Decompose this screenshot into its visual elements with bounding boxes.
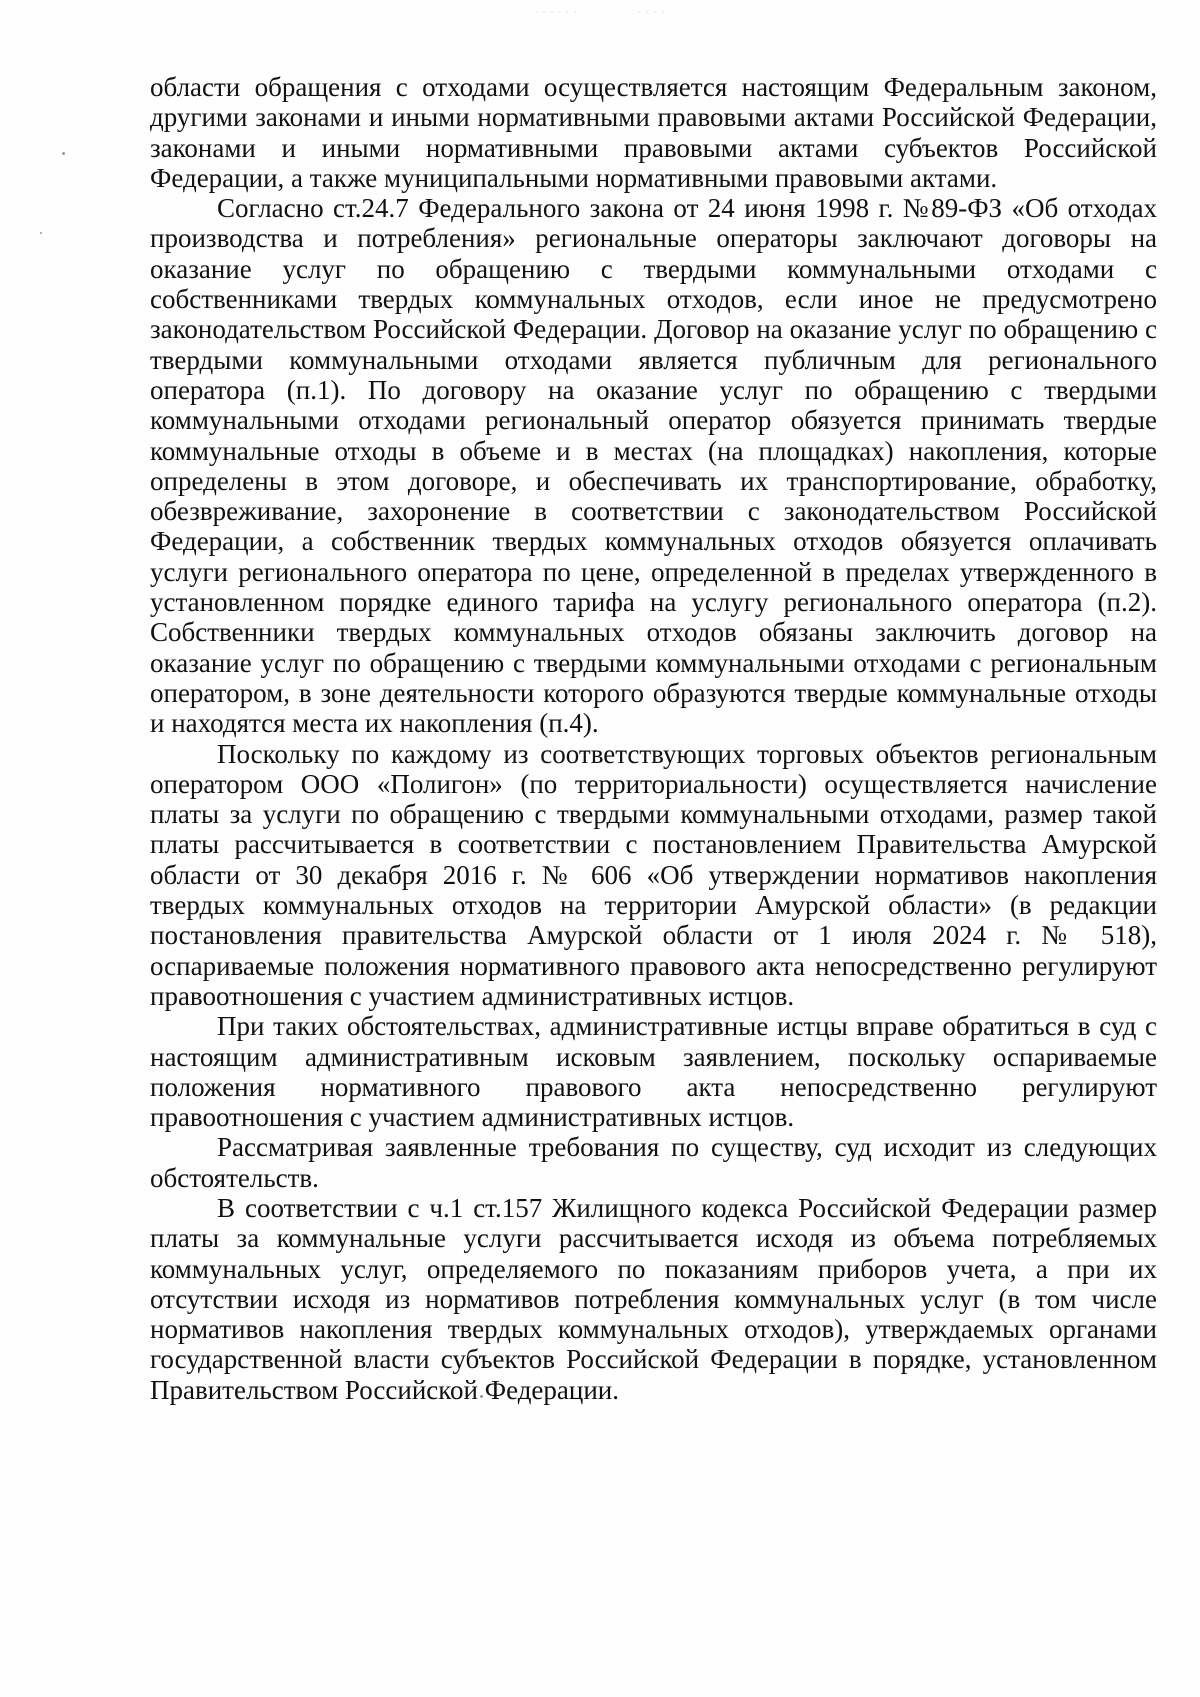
paragraph-3: Поскольку по каждому из соответствующих торговых объектов региональным оператором ООО «Полигон» (по территориальности) осуществляется начисление платы за услуги по обращению с твердыми коммунальными отходами, размер такой платы рассчитывается в соответствии с постановлением Правительства Амурской области от 30 декабря 2016 г. № 606 «Об утверждении нормативов накопления твердых коммунальных отходов на территории Амурской области» (в редакции постановления правительства Амурской области от 1 июля 2024 г. № 518), оспариваемые положения нормативного правового акта непосредственно регулируют правоотношения с участием административных истцов. [150,738,1157,1011]
paragraph-1: области обращения с отходами осуществляется настоящим Федеральным законом, другими законами и иными нормативными правовыми актами Российской Федерации, законами и иными нормативными правовыми актами субъектов Российской Федерации, а также муниципальными нормативными правовыми актами. [150,72,1157,193]
paragraph-6: В соответствии с ч.1 ст.157 Жилищного кодекса Российской Федерации размер платы за коммунальные услуги рассчитывается исходя из объема потребляемых коммунальных услуг, определяемого по показаниям приборов учета, а при их отсутствии исходя из нормативов потребления коммунальных услуг (в том числе нормативов накопления твердых коммунальных отходов), утверждаемых органами государственной власти субъектов Российской Федерации в порядке, установленном Правительством Российской Федерации. [150,1192,1157,1405]
scan-speck [62,152,65,155]
paragraph-2: Согласно ст.24.7 Федерального закона от 24 июня 1998 г. №89-ФЗ «Об отходах производства и потребления» региональные операторы заключают договоры на оказание услуг по обращению с твердыми коммунальными отходами с собственниками твердых коммунальных отходов, если иное не предусмотрено законодательством Российской Федерации. Договор на оказание услуг по обращению с твердыми коммунальными отходами является публичным для регионального оператора (п.1). По договору на оказание услуг по обращению с твердыми коммунальными отходами региональный оператор обязуется принимать твердые коммунальные отходы в объеме и в местах (на площадках) накопления, которые определены в этом договоре, и обеспечивать их транспортирование, обработку, обезвреживание, захоронение в соответствии с законодательством Российской Федерации, а собственник твердых коммунальных отходов обязуется оплачивать услуги регионального оператора по цене, определенной в пределах утвержденного в установленном порядке единого тарифа на услугу регионального оператора (п.2). Собственники твердых коммунальных отходов обязаны заключить договор на оказание услуг по обращению с твердыми коммунальными отходами с региональным оператором, в зоне деятельности которого образуются твердые коммунальные отходы и находятся места их накопления (п.4). [150,193,1157,739]
paragraph-5: Рассматривая заявленные требования по существу, суд исходит из следующих обстоятельств. [150,1132,1157,1193]
paragraph-4: При таких обстоятельствах, административные истцы вправе обратиться в суд с настоящим административным исковым заявлением, поскольку оспариваемые положения нормативного правового акта непосредственно регулируют правоотношения с участием административных истцов. [150,1011,1157,1133]
scan-header-mark-left: · · · · · · [534,8,579,19]
document-body [150,72,1157,1405]
scan-speck [40,232,42,234]
scan-header-mark-right: · · · · [637,8,666,19]
scan-header-mark [0,8,1200,19]
